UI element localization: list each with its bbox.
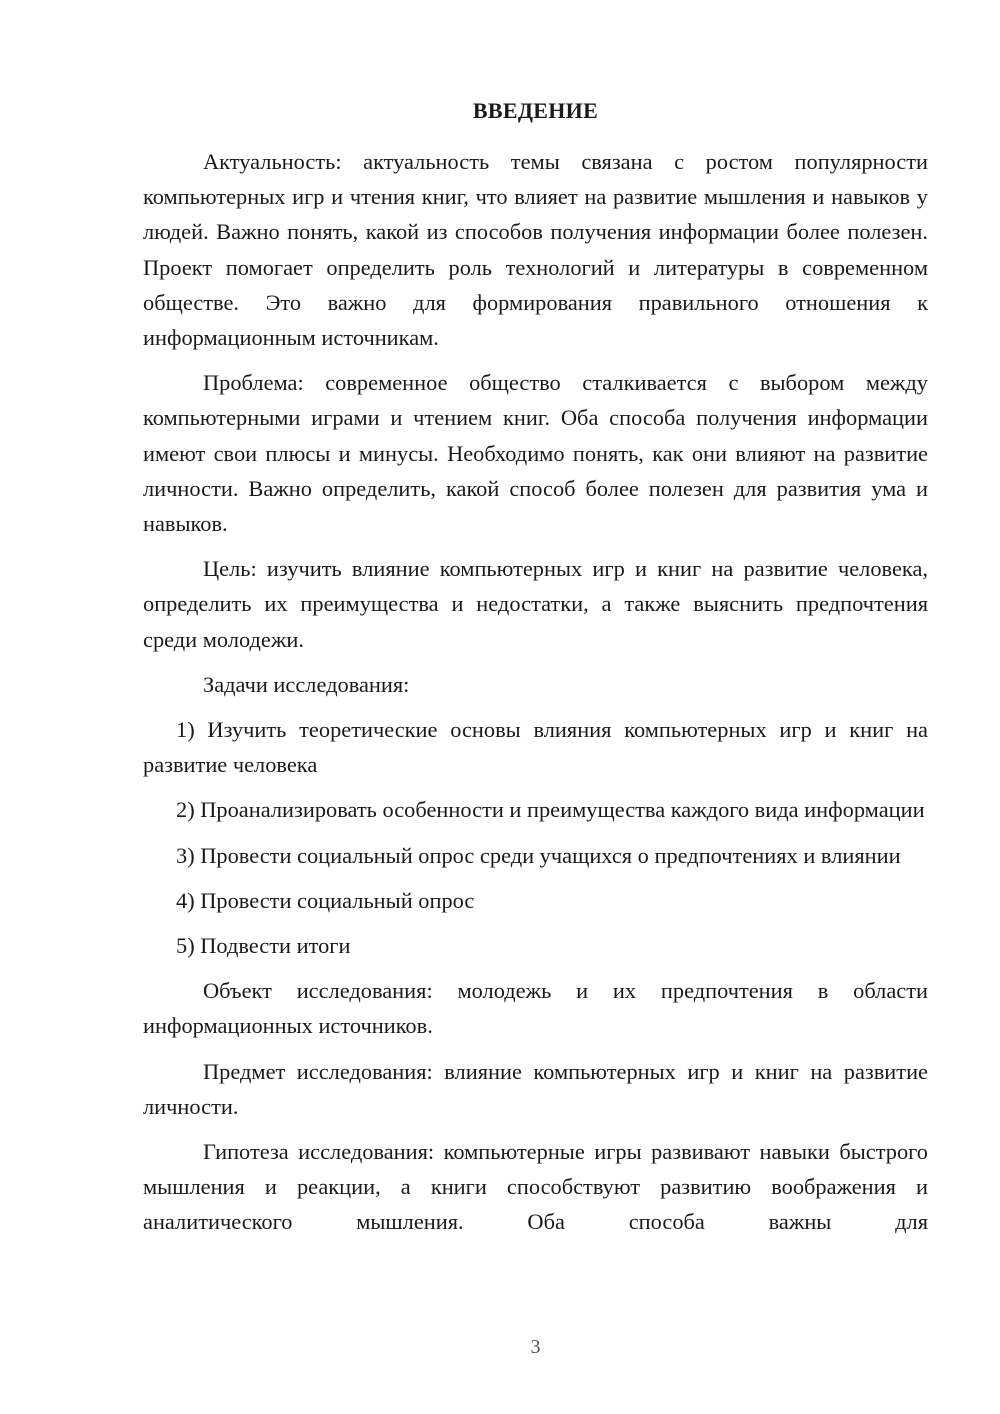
page-number: 3	[530, 1336, 541, 1358]
paragraph-tasks-title: Задачи исследования:	[203, 671, 410, 697]
list-item: 5) Подвести итоги	[176, 933, 351, 959]
document-page	[143, 0, 928, 1414]
list-item: 4) Провести социальный опрос	[176, 887, 475, 913]
paragraph-object: Объект исследования: молодежь и их предпочтения в области информационных источников.	[143, 978, 928, 1039]
paragraph-subject: Предмет исследования: влияние компьютерных игр и книг на развитие личности.	[143, 1058, 928, 1119]
document-body	[143, 144, 928, 1240]
list-item: 2) Проанализировать особенности и преимущества каждого вида информации	[176, 797, 925, 823]
section-heading: ВВЕДЕНИЕ	[472, 98, 599, 123]
paragraph-goal: Цель: изучить влияние компьютерных игр и книг на развитие человека, определить их преимущества и недостатки, а также выяснить предпочтения среди молодежи.	[143, 556, 928, 652]
paragraph-relevance: Актуальность: актуальность темы связана с ростом популярности компьютерных игр и чтения книг, что влияет на развитие мышления и навыков у людей. Важно понять, какой из способов получения информации более полезен. Проект помогает определить роль технологий и литературы в современном обществе. Это важно для формирования правильного отношения к информационным источникам.	[143, 149, 928, 351]
paragraph-hypothesis: Гипотеза исследования: компьютерные игры развивают навыки быстрого мышления и реакции, а книги способствуют развитию воображения и аналитического мышления. Оба способа важны для	[143, 1139, 928, 1235]
paragraph-problem: Проблема: современное общество сталкивается с выбором между компьютерными играми и чтением книг. Оба способа получения информации имеют свои плюсы и минусы. Необходимо понять, как они влияют на развитие личности. Важно определить, какой способ более полезен для развития ума и навыков.	[143, 370, 928, 537]
list-item: 1) Изучить теоретические основы влияния компьютерных игр и книг на развитие человека	[143, 717, 928, 778]
list-item: 3) Провести социальный опрос среди учащихся о предпочтениях и влиянии	[176, 842, 901, 868]
